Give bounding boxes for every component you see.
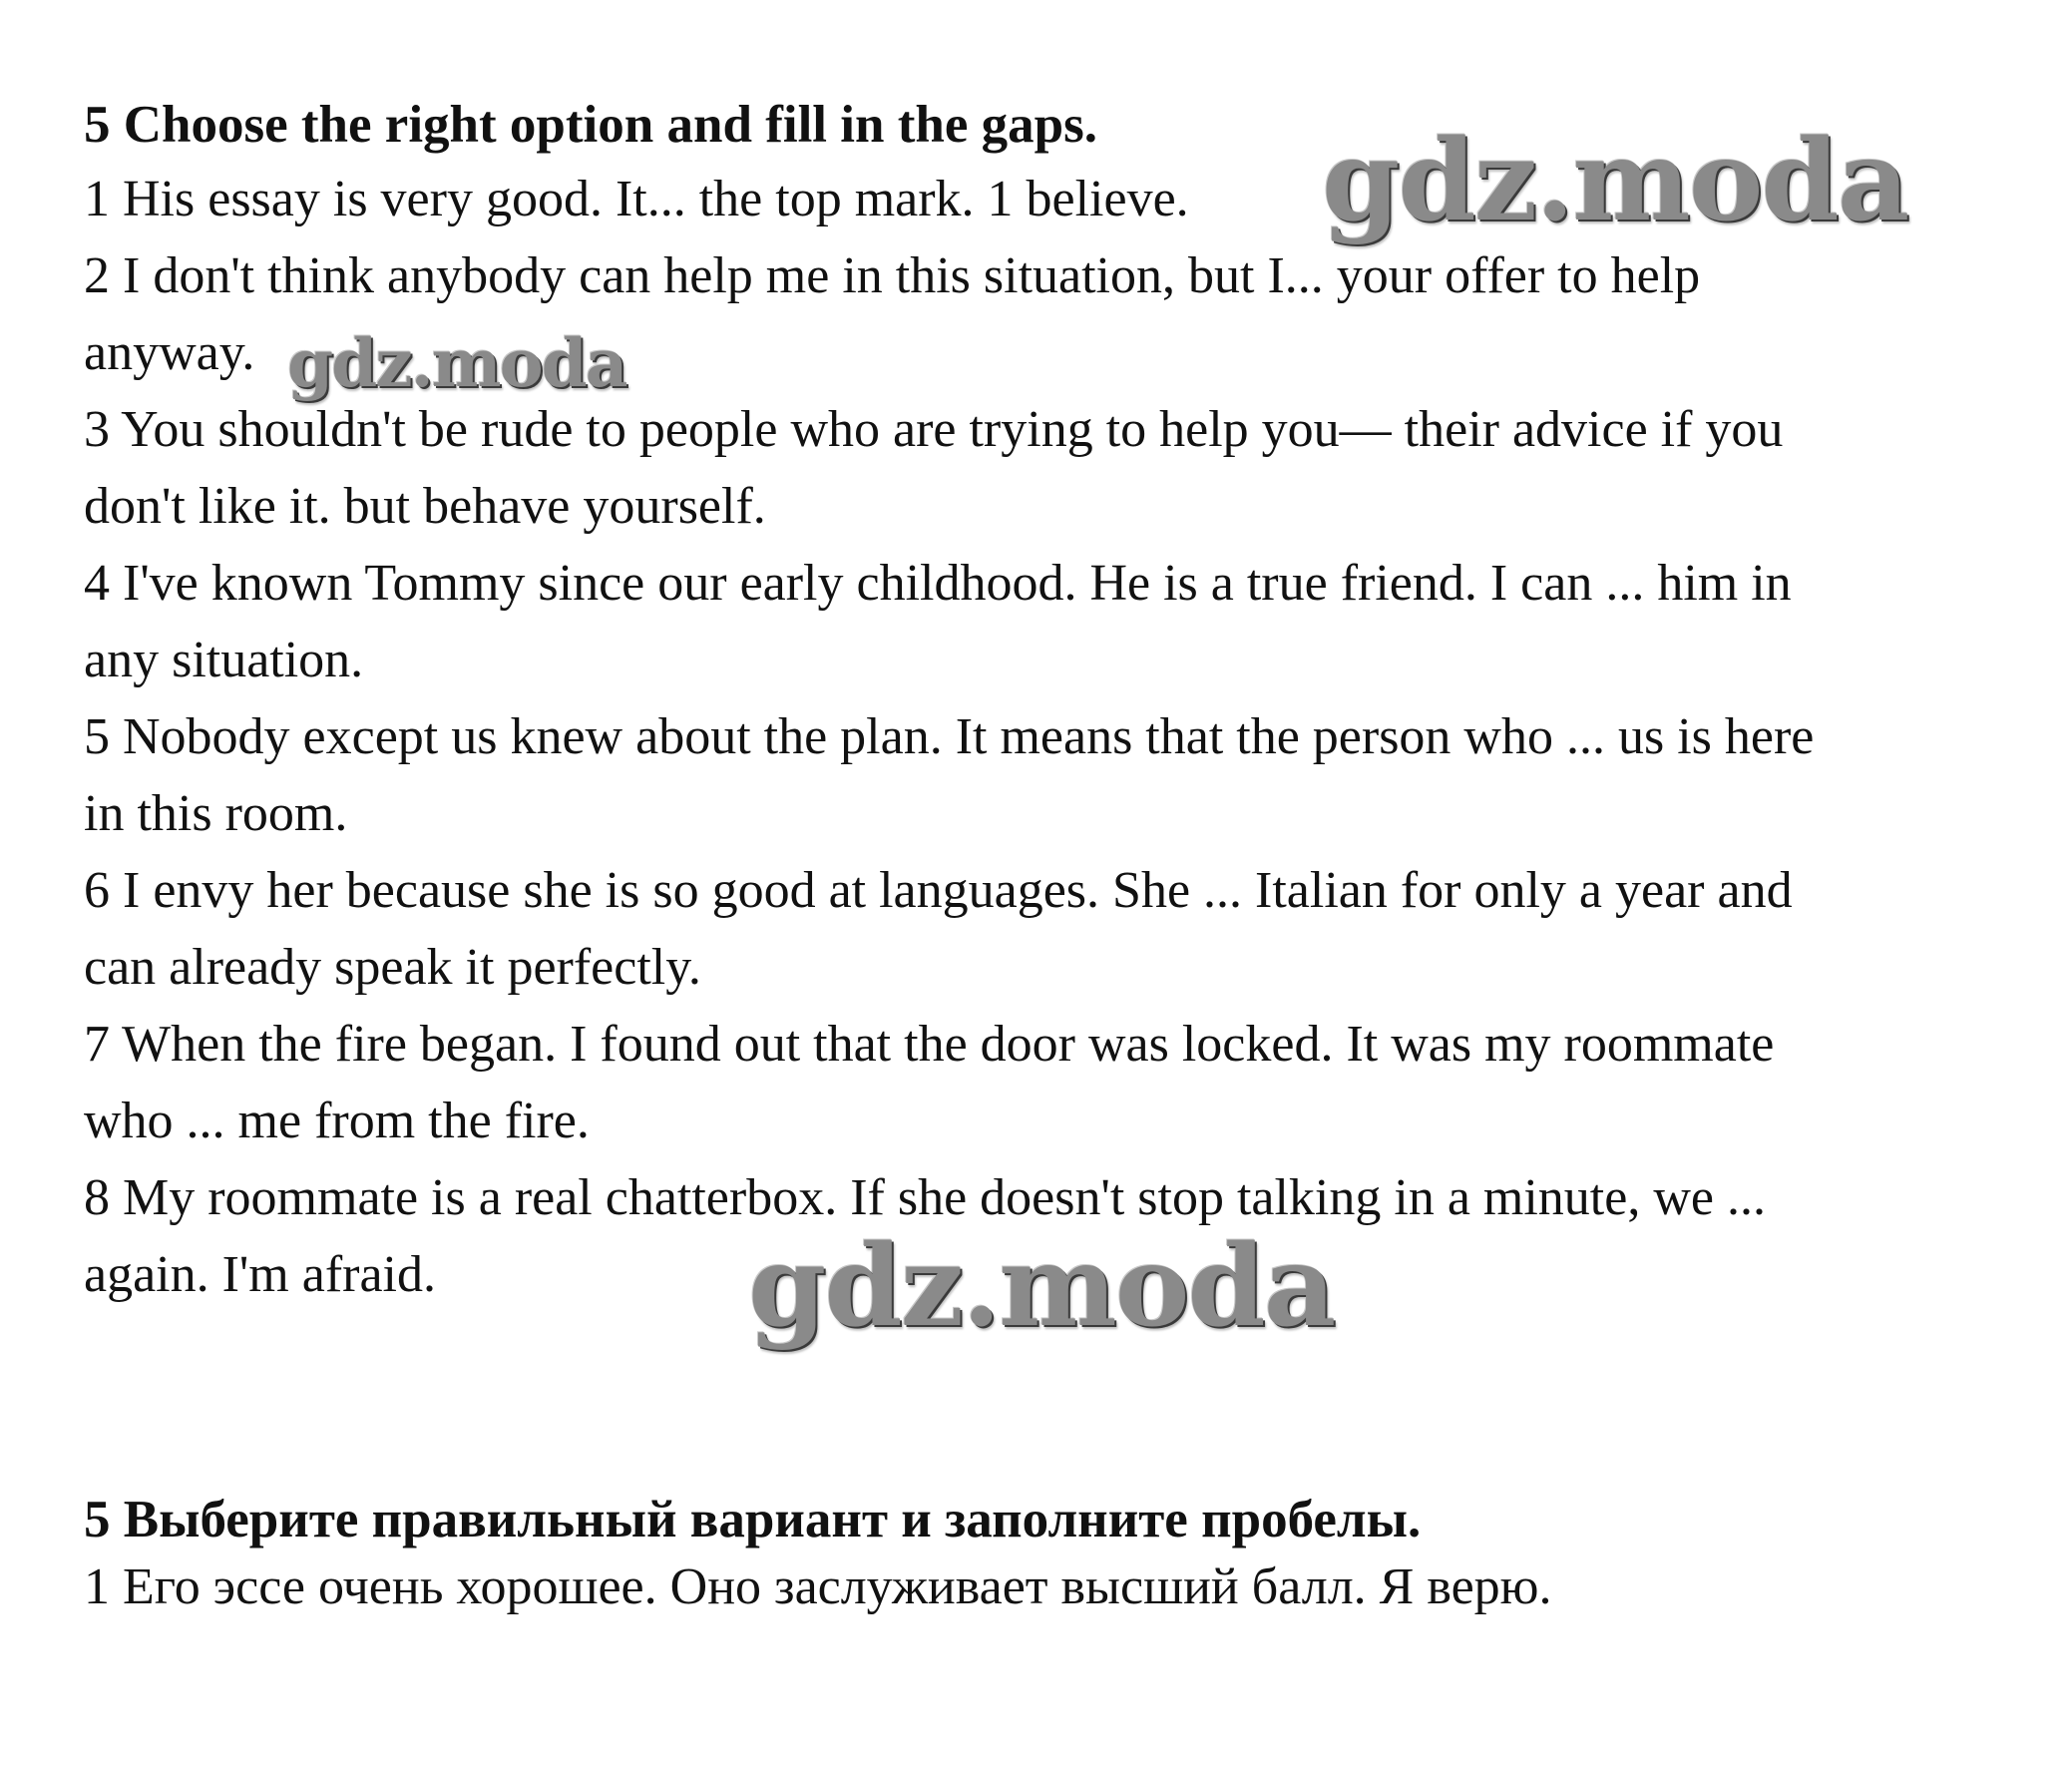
translation-line: 1 Его эссе очень хорошее. Оно заслуживает высший балл. Я верю. xyxy=(84,1558,1552,1615)
exercise-line: again. I'm afraid. xyxy=(84,1246,436,1303)
exercise-line: in this room. xyxy=(84,785,348,842)
exercise-line: 1 His essay is very good. It... the top mark. 1 believe. xyxy=(84,171,1189,227)
exercise-line: 4 I've known Tommy since our early childhood. He is a true friend. I can ... him in xyxy=(84,555,1792,612)
exercise-line: 2 I don't think anybody can help me in this situation, but I... your offer to help xyxy=(84,247,1701,304)
exercise-title: 5 Choose the right option and fill in the gaps. xyxy=(84,96,1097,154)
exercise-line: 5 Nobody except us knew about the plan. It means that the person who ... us is here xyxy=(84,708,1815,765)
exercise-line: anyway. xyxy=(84,324,255,381)
exercise-line: 6 I envy her because she is so good at languages. She ... Italian for only a year and xyxy=(84,862,1793,919)
watermark-logo: gdz.moda xyxy=(1322,116,1908,246)
exercise-line: 8 My roommate is a real chatterbox. If she doesn't stop talking in a minute, we ... xyxy=(84,1169,1766,1226)
watermark-logo: gdz.moda xyxy=(748,1221,1335,1352)
exercise-line: 3 You shouldn't be rude to people who are trying to help you— their advice if you xyxy=(84,401,1784,458)
exercise-line: don't like it. but behave yourself. xyxy=(84,478,766,535)
exercise-line: can already speak it perfectly. xyxy=(84,939,701,996)
exercise-line: any situation. xyxy=(84,632,364,688)
exercise-line: 7 When the fire began. I found out that the door was locked. It was my roommate xyxy=(84,1016,1775,1073)
exercise-line: who ... me from the fire. xyxy=(84,1093,590,1149)
watermark-logo: gdz.moda xyxy=(287,324,626,402)
translation-title: 5 Выберите правильный вариант и заполните пробелы. xyxy=(84,1491,1422,1548)
